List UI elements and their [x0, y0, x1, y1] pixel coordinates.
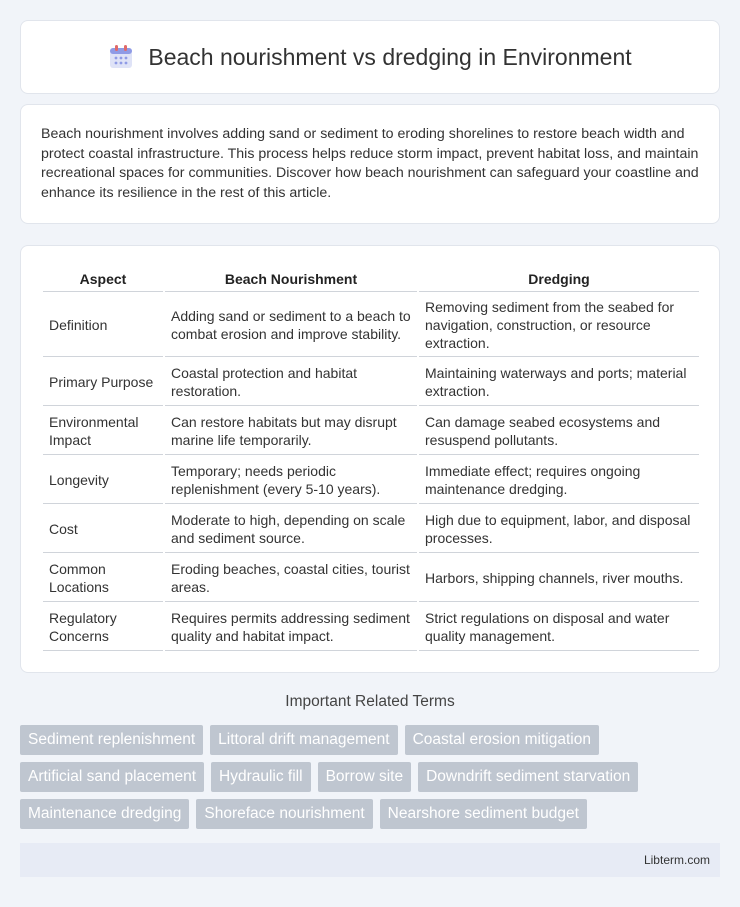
table-cell: High due to equipment, labor, and disposal processes.: [419, 506, 699, 553]
comparison-table: [41, 266, 701, 653]
table-cell: Moderate to high, depending on scale and sediment source.: [165, 506, 417, 553]
related-term-tag[interactable]: Nearshore sediment budget: [380, 799, 587, 829]
column-header: Aspect: [43, 268, 163, 292]
related-term-tag[interactable]: Hydraulic fill: [211, 762, 311, 792]
related-term-tag[interactable]: Borrow site: [318, 762, 412, 792]
table-cell: Eroding beaches, coastal cities, tourist areas.: [165, 555, 417, 602]
table-row: [43, 294, 699, 357]
intro-text: Beach nourishment involves adding sand or sediment to eroding shorelines to restore beach width and protect coastal infrastructure. This process helps reduce storm impact, prevent habitat loss, and maintain recreational spaces for communities. Discover how beach nourishment can safeguard your coastline and enhance its resilience in the rest of this article.: [41, 126, 699, 201]
intro-card: [20, 104, 720, 224]
column-header: Beach Nourishment: [165, 268, 417, 292]
table-cell: Harbors, shipping channels, river mouths.: [419, 555, 699, 602]
table-row: [43, 457, 699, 504]
table-cell: Removing sediment from the seabed for navigation, construction, or resource extraction.: [419, 294, 699, 357]
related-term-tag[interactable]: Downdrift sediment starvation: [418, 762, 638, 792]
title-card: [20, 20, 720, 94]
table-row: [43, 408, 699, 455]
table-cell: Strict regulations on disposal and water quality management.: [419, 604, 699, 651]
footer: [20, 843, 720, 877]
comparison-table-card: [20, 245, 720, 673]
table-cell: Requires permits addressing sediment quality and habitat impact.: [165, 604, 417, 651]
related-term-tag[interactable]: Maintenance dredging: [20, 799, 189, 829]
footer-site-link[interactable]: Libterm.com: [643, 853, 710, 867]
related-terms-title: Important Related Terms: [285, 693, 455, 710]
table-row: [43, 604, 699, 651]
related-term-tag[interactable]: Littoral drift management: [210, 725, 397, 755]
table-cell: Temporary; needs periodic replenishment (every 5-10 years).: [165, 457, 417, 504]
table-cell: Longevity: [43, 457, 163, 504]
table-cell: Immediate effect; requires ongoing maintenance dredging.: [419, 457, 699, 504]
table-row: [43, 506, 699, 553]
related-term-tag[interactable]: Sediment replenishment: [20, 725, 203, 755]
table-cell: Regulatory Concerns: [43, 604, 163, 651]
related-term-tag[interactable]: Coastal erosion mitigation: [405, 725, 599, 755]
table-row: [43, 359, 699, 406]
calendar-icon: [108, 44, 134, 70]
table-cell: Environmental Impact: [43, 408, 163, 455]
table-cell: Adding sand or sediment to a beach to combat erosion and improve stability.: [165, 294, 417, 357]
table-cell: Can damage seabed ecosystems and resuspend pollutants.: [419, 408, 699, 455]
page-title: Beach nourishment vs dredging in Environment: [148, 43, 632, 70]
related-term-tag[interactable]: Shoreface nourishment: [196, 799, 372, 829]
table-cell: Common Locations: [43, 555, 163, 602]
table-cell: Definition: [43, 294, 163, 357]
table-cell: Cost: [43, 506, 163, 553]
table-cell: Primary Purpose: [43, 359, 163, 406]
column-header: Dredging: [419, 268, 699, 292]
related-terms-list: [20, 725, 720, 829]
table-cell: Maintaining waterways and ports; material extraction.: [419, 359, 699, 406]
table-cell: Coastal protection and habitat restoration.: [165, 359, 417, 406]
related-term-tag[interactable]: Artificial sand placement: [20, 762, 204, 792]
table-cell: Can restore habitats but may disrupt marine life temporarily.: [165, 408, 417, 455]
table-row: [43, 555, 699, 602]
